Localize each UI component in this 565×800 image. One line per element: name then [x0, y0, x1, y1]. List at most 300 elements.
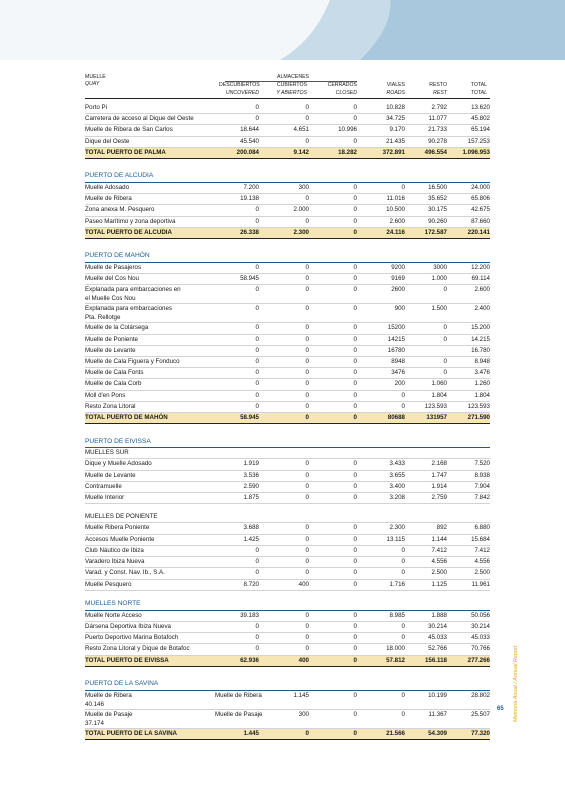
- row-label: Paseo Marítimo y zona deportiva: [85, 216, 215, 227]
- table-row: [85, 579, 490, 590]
- col-descubiertos: DESCUBIERTOS: [219, 82, 260, 88]
- row-value: 7.904: [447, 481, 490, 492]
- row-label: Muelle Ribera Poniente: [85, 523, 215, 534]
- row-label: TOTAL PUERTO DE EIVISSA: [85, 655, 215, 666]
- row-value: 0: [309, 459, 357, 470]
- row-value: 277.266: [447, 655, 490, 666]
- row-value: 4.651: [259, 125, 309, 136]
- row-value: 0: [309, 323, 357, 334]
- spacer-row: [85, 666, 490, 679]
- row-value: 24.000: [447, 183, 490, 194]
- row-value: 0: [357, 621, 405, 632]
- row-value: 3.655: [357, 470, 405, 481]
- row-label-dup: Muelle de Ribera: [215, 690, 259, 709]
- row-value: 0: [309, 114, 357, 125]
- row-label: Resto Zona Litoral y Dique de Botafoc: [85, 644, 215, 655]
- table-row: [85, 690, 490, 709]
- col-total: TOTAL: [470, 82, 487, 88]
- row-value: 9200: [357, 263, 405, 274]
- total-row-palma: [85, 147, 490, 158]
- row-value: 0: [215, 263, 259, 274]
- table-row: [85, 334, 490, 345]
- row-label: TOTAL PUERTO DE ALCUDIA: [85, 227, 215, 238]
- table-row: [85, 205, 490, 216]
- row-value: 0: [309, 493, 357, 504]
- row-value: 1.500: [405, 304, 447, 323]
- section-title: PUERTO DE ALCUDIA: [85, 171, 490, 183]
- row-label: Muelle de Ribera: [85, 194, 215, 205]
- subsection-sur: [85, 448, 490, 459]
- row-value: 372.891: [357, 147, 405, 158]
- spacer-row: [85, 424, 490, 437]
- row-label: Zona anexa M. Pesquero: [85, 205, 215, 216]
- total-row-mahon: [85, 413, 490, 424]
- row-value: 11.961: [447, 579, 490, 590]
- row-value: 0: [215, 334, 259, 345]
- row-label: [85, 304, 215, 323]
- table-row: [85, 379, 490, 390]
- row-value: 62.936: [215, 655, 259, 666]
- row-value: 1.804: [447, 390, 490, 401]
- spacer-cell: [85, 666, 490, 679]
- row-value: 2.600: [447, 285, 490, 304]
- table-row: [85, 125, 490, 136]
- spacer-row: [85, 159, 490, 172]
- page-number: 65: [497, 706, 504, 712]
- header-decoration: [0, 0, 565, 60]
- row-value: 0: [309, 285, 357, 304]
- row-value: 0: [215, 621, 259, 632]
- row-value: 300: [259, 709, 309, 728]
- row-value: 0: [215, 323, 259, 334]
- row-value: 14.215: [447, 334, 490, 345]
- row-value: 26.338: [215, 227, 259, 238]
- col-uncovered: UNCOVERED: [225, 90, 259, 96]
- row-value: 0: [259, 194, 309, 205]
- row-value: 400: [259, 579, 309, 590]
- row-value: 0: [309, 568, 357, 579]
- row-value: 0: [215, 216, 259, 227]
- row-label-line: el Muelle Cos Nou: [85, 295, 136, 303]
- section-title: MUELLES DE PONIENTE: [85, 512, 490, 523]
- row-value: 21.435: [357, 136, 405, 147]
- row-value: 0: [357, 183, 405, 194]
- row-value: 0: [357, 690, 405, 709]
- row-value: 39.183: [215, 610, 259, 621]
- row-value: 14215: [357, 334, 405, 345]
- row-value: 57.812: [357, 655, 405, 666]
- section-title: MUELLES NORTE: [85, 599, 490, 611]
- row-value: 0: [357, 390, 405, 401]
- table-row: [85, 368, 490, 379]
- row-value: 0: [259, 568, 309, 579]
- section-eivissa: [85, 436, 490, 448]
- row-value: 0: [309, 728, 357, 739]
- row-value: 0: [309, 357, 357, 368]
- section-title: MUELLES SUR: [85, 448, 490, 459]
- row-value: 0: [309, 470, 357, 481]
- row-label: TOTAL PUERTO DE MAHÓN: [85, 413, 215, 424]
- row-value: 45.540: [215, 136, 259, 147]
- spacer-row: [85, 590, 490, 599]
- table-row: [85, 390, 490, 401]
- table-row: [85, 523, 490, 534]
- row-value: 0: [215, 285, 259, 304]
- row-value: 0: [259, 557, 309, 568]
- row-value: 1.445: [215, 728, 259, 739]
- row-value: 0: [259, 534, 309, 545]
- row-value: 1.716: [357, 579, 405, 590]
- table-row: [85, 285, 490, 304]
- total-row-alcudia: [85, 227, 490, 238]
- row-value: 0: [215, 205, 259, 216]
- row-label: Dique y Muelle Adosado: [85, 459, 215, 470]
- row-value: 0: [309, 304, 357, 323]
- data-table: [85, 103, 490, 740]
- row-value: 0: [215, 644, 259, 655]
- row-value: 0: [405, 285, 447, 304]
- row-value: 3.688: [215, 523, 259, 534]
- row-value: 10.500: [357, 205, 405, 216]
- row-value: 1.145: [259, 690, 309, 709]
- row-value: 123.593: [405, 401, 447, 412]
- row-value: 123.593: [447, 401, 490, 412]
- row-value: 0: [259, 345, 309, 356]
- row-value: 0: [259, 633, 309, 644]
- row-label-dup: Muelle de Pasaje: [215, 709, 259, 728]
- row-label: Muelle de Cala Fonts: [85, 368, 215, 379]
- row-label: Contramuelle: [85, 481, 215, 492]
- row-value: 0: [259, 323, 309, 334]
- row-value: 16.500: [405, 183, 447, 194]
- row-value: 0: [259, 481, 309, 492]
- col-viales: VIALES: [386, 82, 405, 88]
- table-row: [85, 493, 490, 504]
- table-row: [85, 136, 490, 147]
- table-row: [85, 568, 490, 579]
- row-value: 45.033: [447, 633, 490, 644]
- row-value: 0: [309, 621, 357, 632]
- row-value: 200.084: [215, 147, 259, 158]
- row-value: 0: [259, 136, 309, 147]
- port-surfaces-table: [85, 73, 490, 740]
- row-value: 8.938: [447, 470, 490, 481]
- table-row: [85, 357, 490, 368]
- row-value: 0: [215, 114, 259, 125]
- row-value: 15200: [357, 323, 405, 334]
- row-value: 58.945: [215, 274, 259, 285]
- row-value: 0: [309, 610, 357, 621]
- row-value: 0: [309, 183, 357, 194]
- row-value: 0: [357, 401, 405, 412]
- row-value: 0: [309, 194, 357, 205]
- row-value: 7.842: [447, 493, 490, 504]
- row-value: 65.806: [447, 194, 490, 205]
- row-value: 19.138: [215, 194, 259, 205]
- row-value: 0: [215, 545, 259, 556]
- almacenes-label: ALMACENES: [277, 74, 309, 80]
- row-value: 87.660: [447, 216, 490, 227]
- row-value: 8.985: [357, 610, 405, 621]
- row-value: 0: [309, 205, 357, 216]
- table-row: [85, 114, 490, 125]
- row-value: 0: [259, 644, 309, 655]
- row-value: 90.278: [405, 136, 447, 147]
- row-value: 58.945: [215, 413, 259, 424]
- row-value: 0: [405, 334, 447, 345]
- row-value: 9.142: [259, 147, 309, 158]
- row-value: 0: [309, 655, 357, 666]
- row-label-line: Muelle de Ribera: [85, 691, 132, 699]
- spacer-cell: [85, 590, 490, 599]
- row-value: 0: [259, 263, 309, 274]
- row-value: 2.000: [259, 205, 309, 216]
- row-value: 0: [215, 103, 259, 114]
- row-label: Dique del Oeste: [85, 136, 215, 147]
- row-value: 11.077: [405, 114, 447, 125]
- row-value: 3476: [357, 368, 405, 379]
- row-label: Muelle Adosado: [85, 183, 215, 194]
- row-label: Muelle de la Colársega: [85, 323, 215, 334]
- row-value: 18.000: [357, 644, 405, 655]
- row-label: Club Náutico de Ibiza: [85, 545, 215, 556]
- row-value: 0: [259, 728, 309, 739]
- row-value: 45.802: [447, 114, 490, 125]
- subsection-poniente: [85, 512, 490, 523]
- row-value: 0: [405, 368, 447, 379]
- row-value: 0: [259, 304, 309, 323]
- section-mahon: [85, 251, 490, 263]
- row-value: 3000: [405, 263, 447, 274]
- row-value: 2.600: [357, 216, 405, 227]
- row-value: 0: [309, 334, 357, 345]
- row-label: Muelle de Pasajeros: [85, 263, 215, 274]
- row-value: 11.016: [357, 194, 405, 205]
- col-cerrados: CERRADOS: [327, 82, 357, 88]
- row-value: 2600: [357, 285, 405, 304]
- row-value: 45.033: [405, 633, 447, 644]
- row-value: 42.675: [447, 205, 490, 216]
- row-value: 2.792: [405, 103, 447, 114]
- row-value: 0: [215, 304, 259, 323]
- row-value: 8948: [357, 357, 405, 368]
- section-title: PUERTO DE EIVISSA: [85, 436, 490, 448]
- row-value: 0: [309, 136, 357, 147]
- col-closed: CLOSED: [335, 90, 357, 96]
- table-row: [85, 459, 490, 470]
- table-row: [85, 470, 490, 481]
- col-cubiertos: CUBIERTOS: [276, 82, 307, 88]
- row-value: 18.644: [215, 125, 259, 136]
- row-value: 4.556: [447, 557, 490, 568]
- row-label: Varad. y Const. Nav. Ib., S.A.: [85, 568, 215, 579]
- spacer-cell: [85, 424, 490, 437]
- row-value: 157.253: [447, 136, 490, 147]
- row-value: 0: [259, 103, 309, 114]
- muelle-label: MUELLE: [85, 74, 106, 80]
- row-label: Carretera de acceso al Dique del Oeste: [85, 114, 215, 125]
- row-value: 2.300: [357, 523, 405, 534]
- row-label-line: Explanada para embarcaciones: [85, 305, 173, 313]
- row-label: [85, 690, 215, 709]
- subsection-norte: [85, 599, 490, 611]
- spacer-row: [85, 504, 490, 513]
- row-value: 21.566: [357, 728, 405, 739]
- quay-label: QUAY: [85, 81, 100, 87]
- row-value: 1.260: [447, 379, 490, 390]
- row-value: 2.300: [259, 227, 309, 238]
- row-value: 0: [259, 114, 309, 125]
- row-value: 11.367: [405, 709, 447, 728]
- row-label: Resto Zona Litoral: [85, 401, 215, 412]
- row-value: 6.880: [447, 523, 490, 534]
- row-label: Muelle de Ribera de San Carlos: [85, 125, 215, 136]
- col-rest: REST: [433, 90, 447, 96]
- row-value: 0: [215, 557, 259, 568]
- row-value: 90.260: [405, 216, 447, 227]
- table-row: [85, 534, 490, 545]
- row-value: 3.400: [357, 481, 405, 492]
- row-value: 0: [309, 690, 357, 709]
- row-value: 1.144: [405, 534, 447, 545]
- header-rule: [85, 98, 490, 99]
- row-value: 0: [309, 481, 357, 492]
- row-value: 0: [357, 709, 405, 728]
- spacer-row: [85, 239, 490, 252]
- row-value: 15.684: [447, 534, 490, 545]
- row-label: Dársena Deportiva Ibiza Nueva: [85, 621, 215, 632]
- row-value: 300: [259, 183, 309, 194]
- row-value: 0: [357, 568, 405, 579]
- row-value: 7.520: [447, 459, 490, 470]
- row-value: 1.914: [405, 481, 447, 492]
- row-value: 8.948: [447, 357, 490, 368]
- row-value: 0: [309, 368, 357, 379]
- row-value: 35.652: [405, 194, 447, 205]
- side-running-title: Memoria Anual / Annual Report: [513, 645, 519, 722]
- row-value: 892: [405, 523, 447, 534]
- row-wrapped-total: 40.146: [85, 700, 104, 708]
- row-value: 70.766: [447, 644, 490, 655]
- row-value: 0: [259, 390, 309, 401]
- row-value: 0: [357, 545, 405, 556]
- row-value: 0: [309, 709, 357, 728]
- row-value: 9.170: [357, 125, 405, 136]
- row-label-line: Pta. Rellotge: [85, 314, 121, 322]
- row-value: 54.309: [405, 728, 447, 739]
- row-value: 1.425: [215, 534, 259, 545]
- row-value: 18.282: [309, 147, 357, 158]
- row-value: 28.802: [447, 690, 490, 709]
- row-value: 200: [357, 379, 405, 390]
- row-value: 0: [259, 621, 309, 632]
- row-value: 0: [309, 633, 357, 644]
- total-row-savina: [85, 728, 490, 739]
- row-wrapped-total: 37.174: [85, 719, 104, 727]
- row-value: 10.828: [357, 103, 405, 114]
- spacer-cell: [85, 504, 490, 513]
- col-abiertos: Y ABIERTOS: [276, 90, 307, 96]
- row-value: 13.620: [447, 103, 490, 114]
- row-value: 131957: [405, 413, 447, 424]
- row-value: 1.747: [405, 470, 447, 481]
- row-value: 2.400: [447, 304, 490, 323]
- table-row: [85, 709, 490, 728]
- row-value: 0: [215, 368, 259, 379]
- row-value: 0: [259, 274, 309, 285]
- row-value: 9169: [357, 274, 405, 285]
- row-value: 0: [309, 274, 357, 285]
- row-value: 10.996: [309, 125, 357, 136]
- row-value: 220.141: [447, 227, 490, 238]
- row-value: 0: [259, 285, 309, 304]
- row-label: Puerto Deportivo Marina Botafoch: [85, 633, 215, 644]
- row-value: 2.500: [447, 568, 490, 579]
- row-value: 0: [309, 103, 357, 114]
- row-value: 496.554: [405, 147, 447, 158]
- row-value: 34.725: [357, 114, 405, 125]
- row-value: 1.060: [405, 379, 447, 390]
- col-total-en: TOTAL: [470, 90, 487, 96]
- row-value: 1.125: [405, 579, 447, 590]
- row-value: 0: [259, 493, 309, 504]
- table-row: [85, 633, 490, 644]
- table-row: [85, 183, 490, 194]
- row-value: 172.587: [405, 227, 447, 238]
- row-value: 1.875: [215, 493, 259, 504]
- row-value: 0: [259, 357, 309, 368]
- row-label: Muelle de Levante: [85, 345, 215, 356]
- row-value: 2.759: [405, 493, 447, 504]
- row-value: 16.780: [447, 345, 490, 356]
- row-value: 0: [259, 368, 309, 379]
- spacer-cell: [85, 159, 490, 172]
- total-row-eivissa: [85, 655, 490, 666]
- table-row: [85, 216, 490, 227]
- row-value: 10.199: [405, 690, 447, 709]
- row-value: 12.200: [447, 263, 490, 274]
- row-label: Varadero Ibiza Nueva: [85, 557, 215, 568]
- table-header: [85, 73, 490, 103]
- row-value: 0: [309, 216, 357, 227]
- row-value: 1.096.953: [447, 147, 490, 158]
- row-value: 0: [215, 568, 259, 579]
- col-resto: RESTO: [429, 82, 447, 88]
- row-value: 0: [405, 357, 447, 368]
- row-value: 2.500: [405, 568, 447, 579]
- table-row: [85, 557, 490, 568]
- row-label: [85, 285, 215, 304]
- row-value: 0: [259, 413, 309, 424]
- row-label: Muelle Interior: [85, 493, 215, 504]
- row-value: 0: [259, 545, 309, 556]
- row-value: 15.200: [447, 323, 490, 334]
- row-value: 65.194: [447, 125, 490, 136]
- row-value: 0: [259, 523, 309, 534]
- row-value: 7.412: [405, 545, 447, 556]
- row-label: Muelle de Poniente: [85, 334, 215, 345]
- row-value: 21.733: [405, 125, 447, 136]
- row-value: 3.476: [447, 368, 490, 379]
- row-value: 1.888: [405, 610, 447, 621]
- row-value: 0: [259, 379, 309, 390]
- row-label: TOTAL PUERTO DE LA SAVINA: [85, 728, 215, 739]
- row-value: 3.433: [357, 459, 405, 470]
- row-value: 0: [259, 401, 309, 412]
- spacer-cell: [85, 239, 490, 252]
- section-title: PUERTO DE LA SAVINA: [85, 679, 490, 691]
- table-row: [85, 644, 490, 655]
